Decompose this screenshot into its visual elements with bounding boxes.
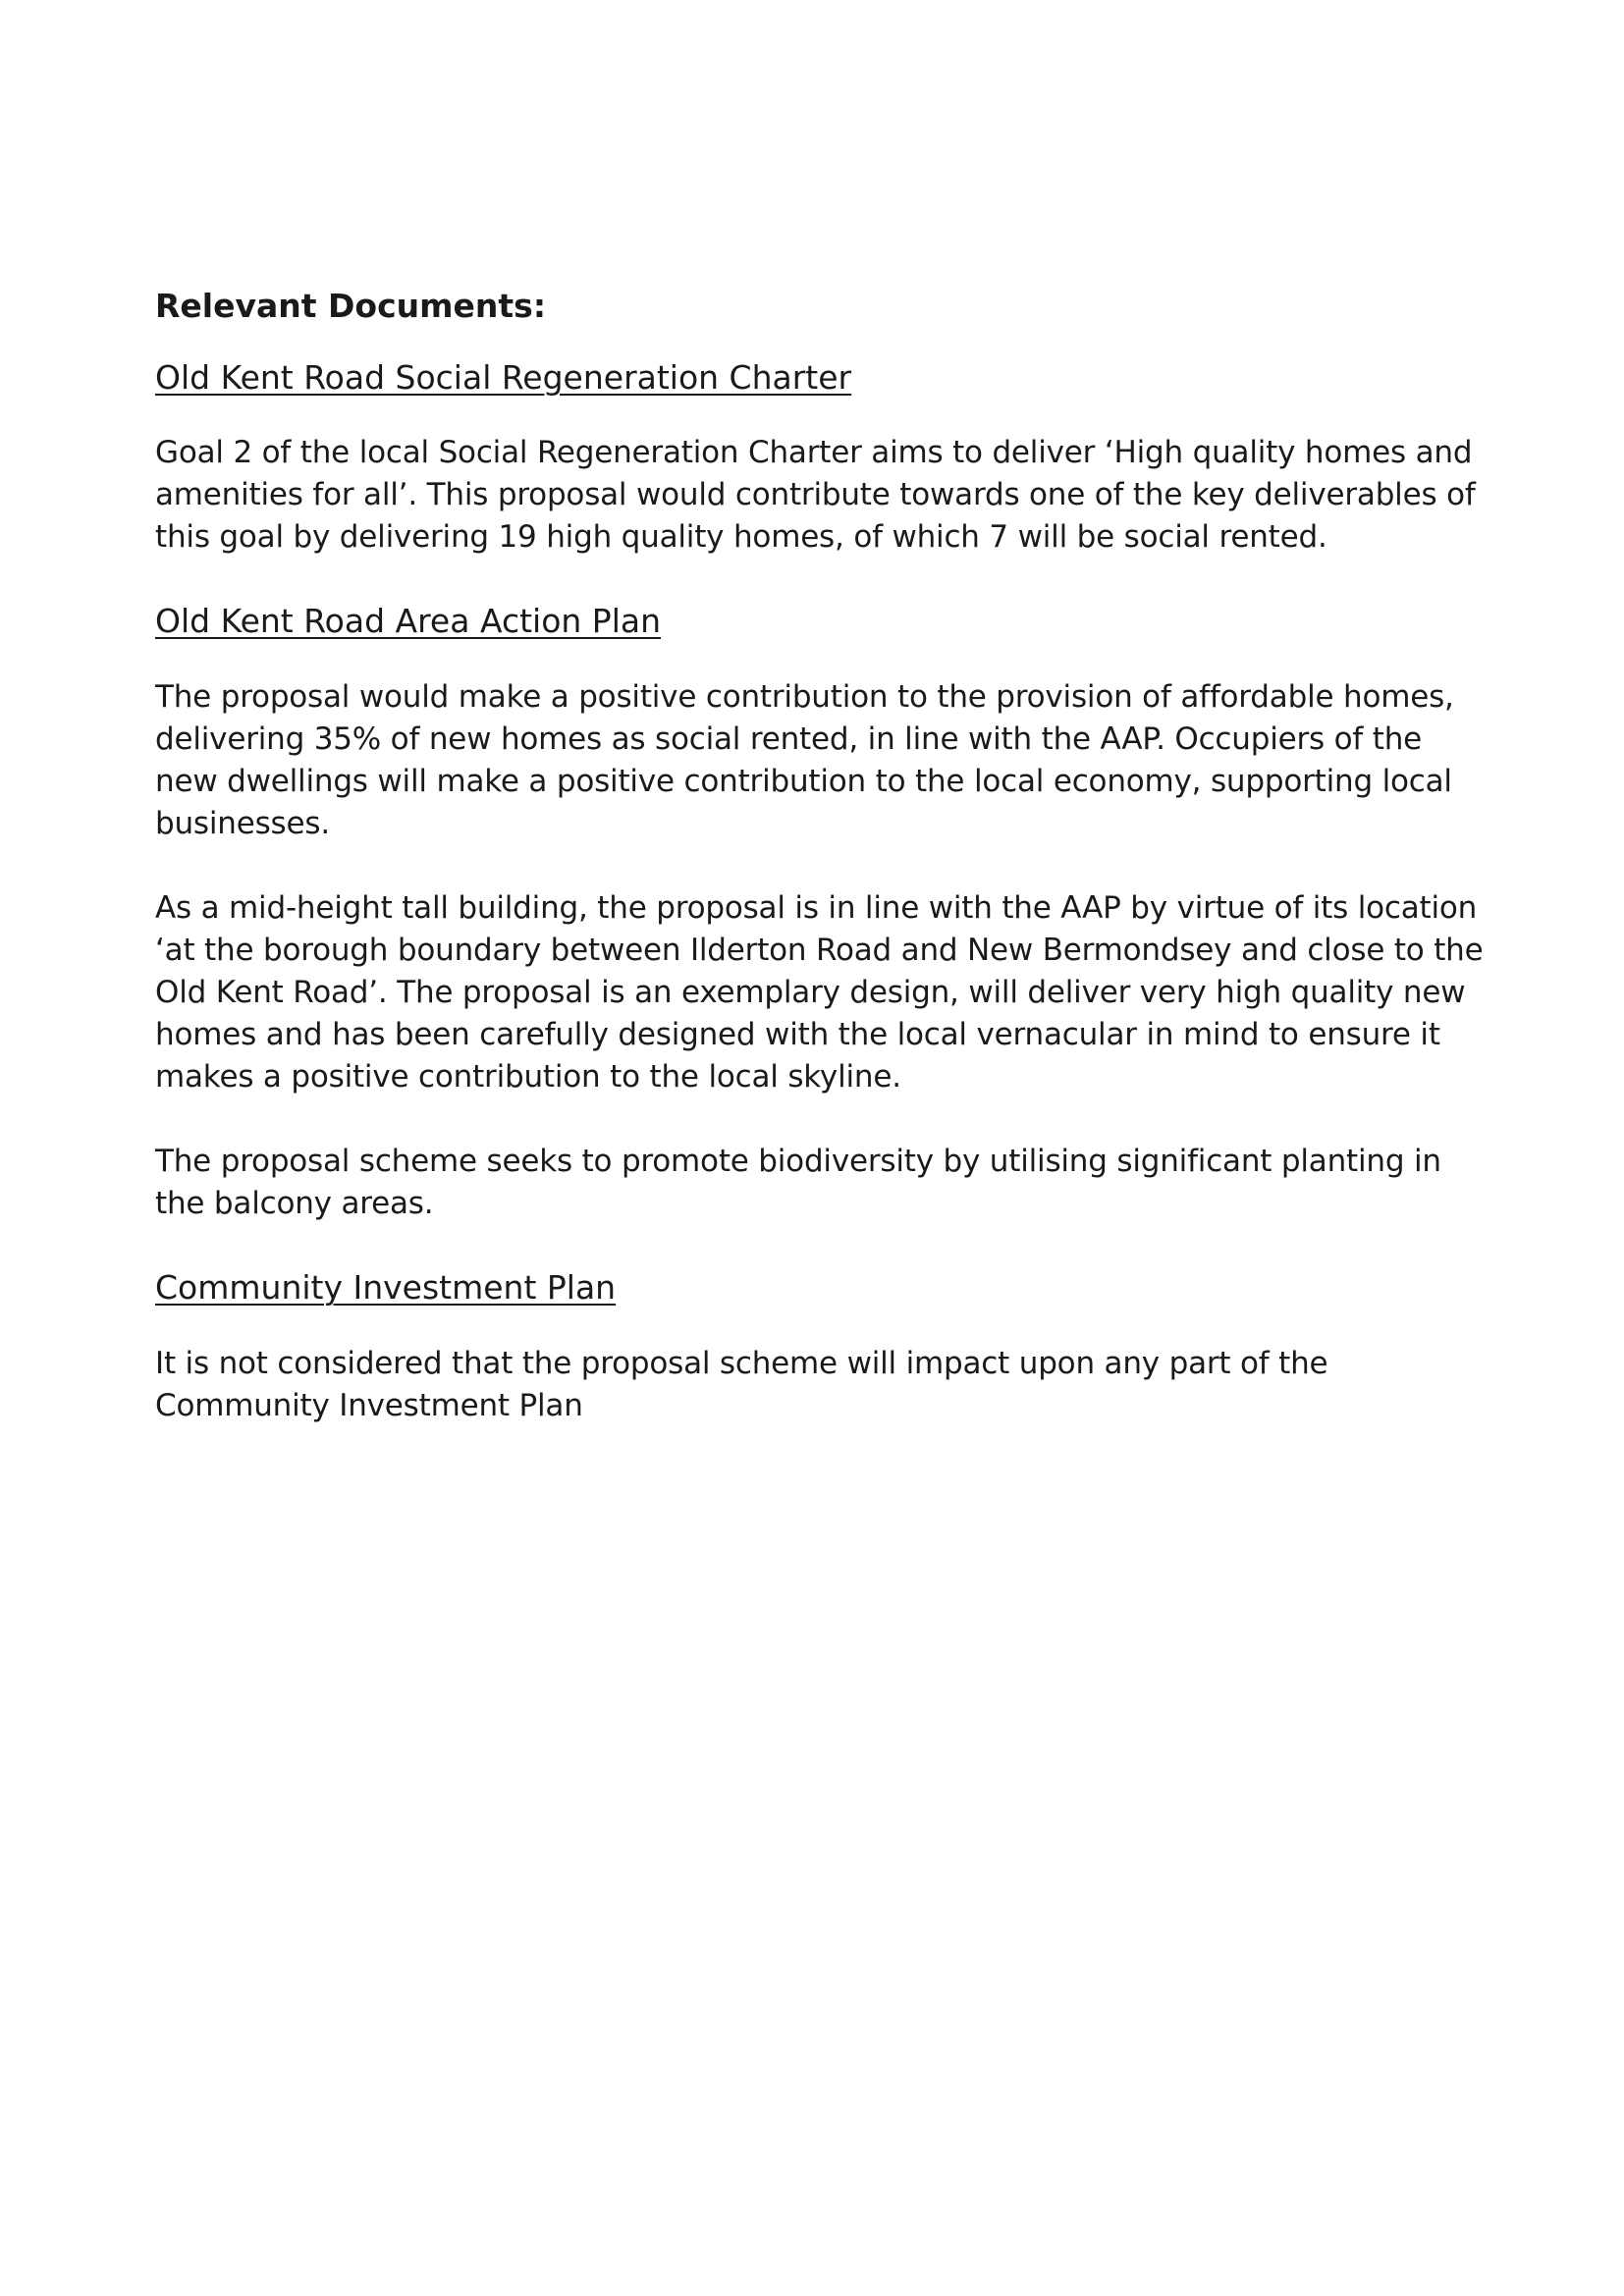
section-area-action-plan	[155, 601, 1490, 1225]
section-heading: Community Investment Plan	[155, 1268, 617, 1308]
paragraph: Goal 2 of the local Social Regeneration Charter aims to deliver ‘High quality homes and amenities for all’. This proposal would contribute towards one of the key deliverables of this goal by delivering 19 high quality homes, of which 7 will be social rented.	[155, 435, 1476, 556]
section-social-regeneration-charter	[155, 357, 1490, 560]
section-heading: Old Kent Road Area Action Plan	[155, 602, 661, 641]
paragraph: The proposal scheme seeks to promote biodiversity by utilising significant planting in the balcony areas.	[155, 1144, 1441, 1222]
paragraph: The proposal would make a positive contribution to the provision of affordable homes, delivering 35% of new homes as social rented, in line with the AAP. Occupiers of the new dwellings will make a positive contribution to the local economy, supporting local businesses.	[155, 679, 1454, 842]
paragraph: It is not considered that the proposal scheme will impact upon any part of the Community Investment Plan	[155, 1346, 1328, 1424]
document-page	[155, 287, 1490, 1469]
section-heading: Old Kent Road Social Regeneration Charter	[155, 357, 852, 397]
paragraph: As a mid-height tall building, the proposal is in line with the AAP by virtue of its location ‘at the borough boundary between Ilderton Road and New Bermondsey and close to the Old Kent Road’. The proposal is an exemplary design, will deliver very high quality new homes and has been carefully designed with the local vernacular in mind to ensure it makes a positive contribution to the local skyline.	[155, 890, 1484, 1095]
document-title: Relevant Documents:	[155, 287, 547, 325]
section-community-investment-plan	[155, 1267, 1490, 1427]
